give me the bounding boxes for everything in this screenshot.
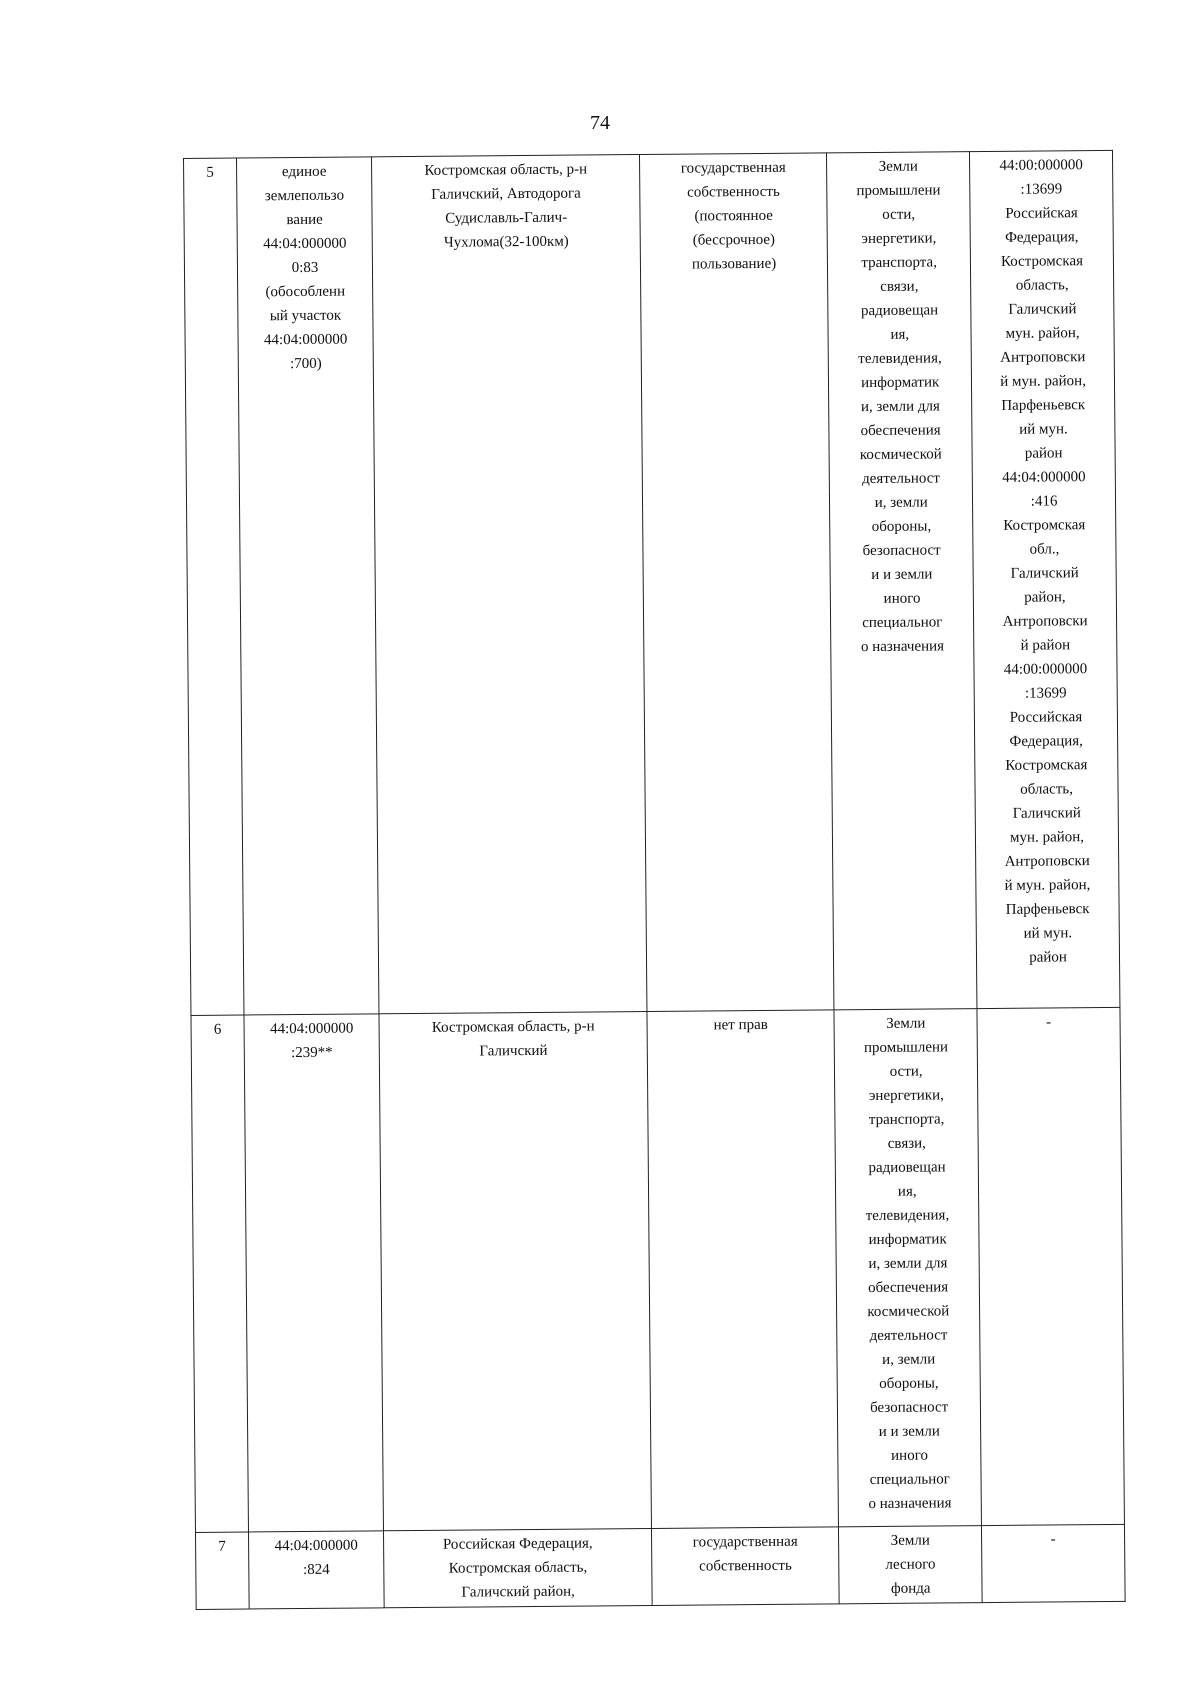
- page-number: 74: [590, 112, 610, 134]
- table-row: [184, 150, 1120, 1015]
- related-plots-cell: -: [982, 1524, 1126, 1602]
- address-cell: Российская Федерация, Костромская область, Галичский район,: [384, 1528, 652, 1607]
- address-cell: Костромская область, р-н Галичский, Автодорога Судиславль-Галич- Чухлома(32-100км): [372, 155, 647, 1014]
- land-category-cell: Земли лесного фонда: [839, 1526, 982, 1604]
- land-category-cell: Земли промышлени ости, энергетики, транспорта, связи, радиовещан ия, телевидения, информатик и, земли для обеспечения космической деятельност и, земли обороны, безопасност и и земли иного специальног о назначения: [834, 1009, 981, 1527]
- rights-cell: нет прав: [647, 1010, 839, 1529]
- related-plots-cell: -: [977, 1007, 1124, 1525]
- related-plots-cell: 44:00:000000 :13699 Российская Федерация, Костромская область, Галичский мун. район, Антроповски й мун. район, Парфеньевск ий мун. район 44:04:000000 :416 Костромская обл., Галичский район, Антроповски й район 44:00:000000 :13699 Российская Федерация, Костромская область, Галичский мун. район, Антроповски й мун. район, Парфеньевск ий мун. район: [970, 150, 1120, 1008]
- land-plots-table: [183, 150, 1126, 1610]
- table-row: [191, 1007, 1124, 1532]
- cadastral-number-cell: 44:04:000000 :239**: [244, 1014, 384, 1532]
- land-plots-table-wrapper: [183, 150, 1126, 1610]
- cadastral-number-cell: 44:04:000000 :824: [248, 1531, 384, 1609]
- row-number-cell: 5: [184, 158, 244, 1015]
- cadastral-number-cell: единое землепользо вание 44:04:000000 0:83 (обособленн ый участок 44:04:000000 :700): [236, 157, 379, 1015]
- row-number-cell: 6: [191, 1015, 248, 1532]
- row-number-cell: 7: [195, 1532, 249, 1609]
- land-category-cell: Земли промышлени ости, энергетики, транспорта, связи, радиовещан ия, телевидения, информатик и, земли для обеспечения космической деятельност и, земли обороны, безопасност и и земли иного специальног о назначения: [827, 152, 977, 1010]
- rights-cell: государственная собственность (постоянное (бессрочное) пользование): [639, 153, 834, 1012]
- rights-cell: государственная собственность: [651, 1527, 839, 1606]
- table-row: [195, 1524, 1125, 1609]
- address-cell: Костромская область, р-н Галичский: [379, 1011, 651, 1530]
